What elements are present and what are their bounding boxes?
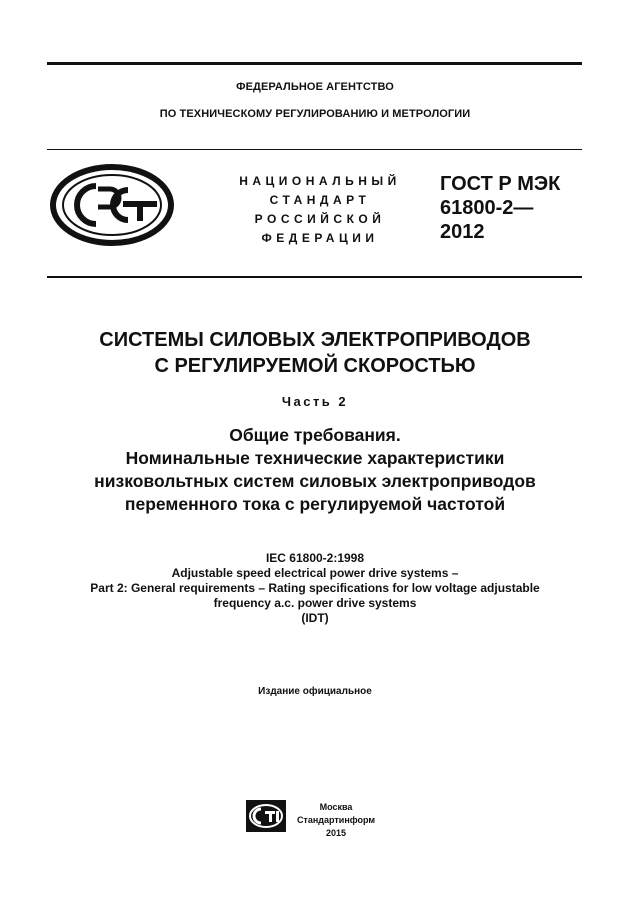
standard-type-line4: ФЕДЕРАЦИИ xyxy=(261,231,379,245)
section-rule xyxy=(47,276,582,278)
iec-line3: Part 2: General requirements – Rating specifications for low voltage adjustable xyxy=(90,581,540,595)
publisher-year: 2015 xyxy=(325,828,347,838)
publisher-info xyxy=(294,801,378,840)
standard-designation xyxy=(440,172,560,244)
document-subtitle xyxy=(0,424,630,516)
publisher-city: Москва xyxy=(319,802,353,812)
designation-line1: ГОСТ Р МЭК xyxy=(440,173,561,195)
iec-line1: IEC 61800-2:1998 xyxy=(265,551,365,565)
iec-reference xyxy=(0,551,630,626)
iec-line4: frequency a.c. power drive systems xyxy=(213,596,417,610)
subtitle-line4: переменного тока с регулируемой частотой xyxy=(124,494,506,514)
gost-r-logo-icon xyxy=(50,164,174,246)
part-label: Часть 2 xyxy=(281,394,349,409)
document-title xyxy=(0,327,630,379)
subtitle-line3: низковольтных систем силовых электроприводов xyxy=(94,471,536,491)
agency-name-line1: ФЕДЕРАЛЬНОЕ АГЕНТСТВО xyxy=(236,81,394,93)
agency-rule xyxy=(47,149,582,150)
agency-name-line2: ПО ТЕХНИЧЕСКОМУ РЕГУЛИРОВАНИЮ И МЕТРОЛОГИИ xyxy=(159,108,471,120)
title-line1: СИСТЕМЫ СИЛОВЫХ ЭЛЕКТРОПРИВОДОВ xyxy=(99,329,531,351)
standard-type xyxy=(225,172,415,248)
standard-type-line3: РОССИЙСКОЙ xyxy=(254,212,386,226)
title-line2: С РЕГУЛИРУЕМОЙ СКОРОСТЬЮ xyxy=(154,355,476,377)
top-rule xyxy=(47,62,582,65)
edition-label: Издание официальное xyxy=(258,686,372,697)
standartinform-logo-icon xyxy=(246,800,286,832)
publisher-name: Стандартинформ xyxy=(296,815,376,825)
iec-line5: (IDT) xyxy=(301,611,329,625)
designation-line2: 61800-2— xyxy=(440,197,534,219)
standard-type-line2: СТАНДАРТ xyxy=(269,193,371,207)
iec-line2: Adjustable speed electrical power drive systems – xyxy=(171,566,459,580)
subtitle-line2: Номинальные технические характеристики xyxy=(125,448,505,468)
subtitle-line1: Общие требования. xyxy=(229,425,401,445)
designation-line3: 2012 xyxy=(440,221,485,243)
standard-type-line1: НАЦИОНАЛЬНЫЙ xyxy=(239,174,401,188)
